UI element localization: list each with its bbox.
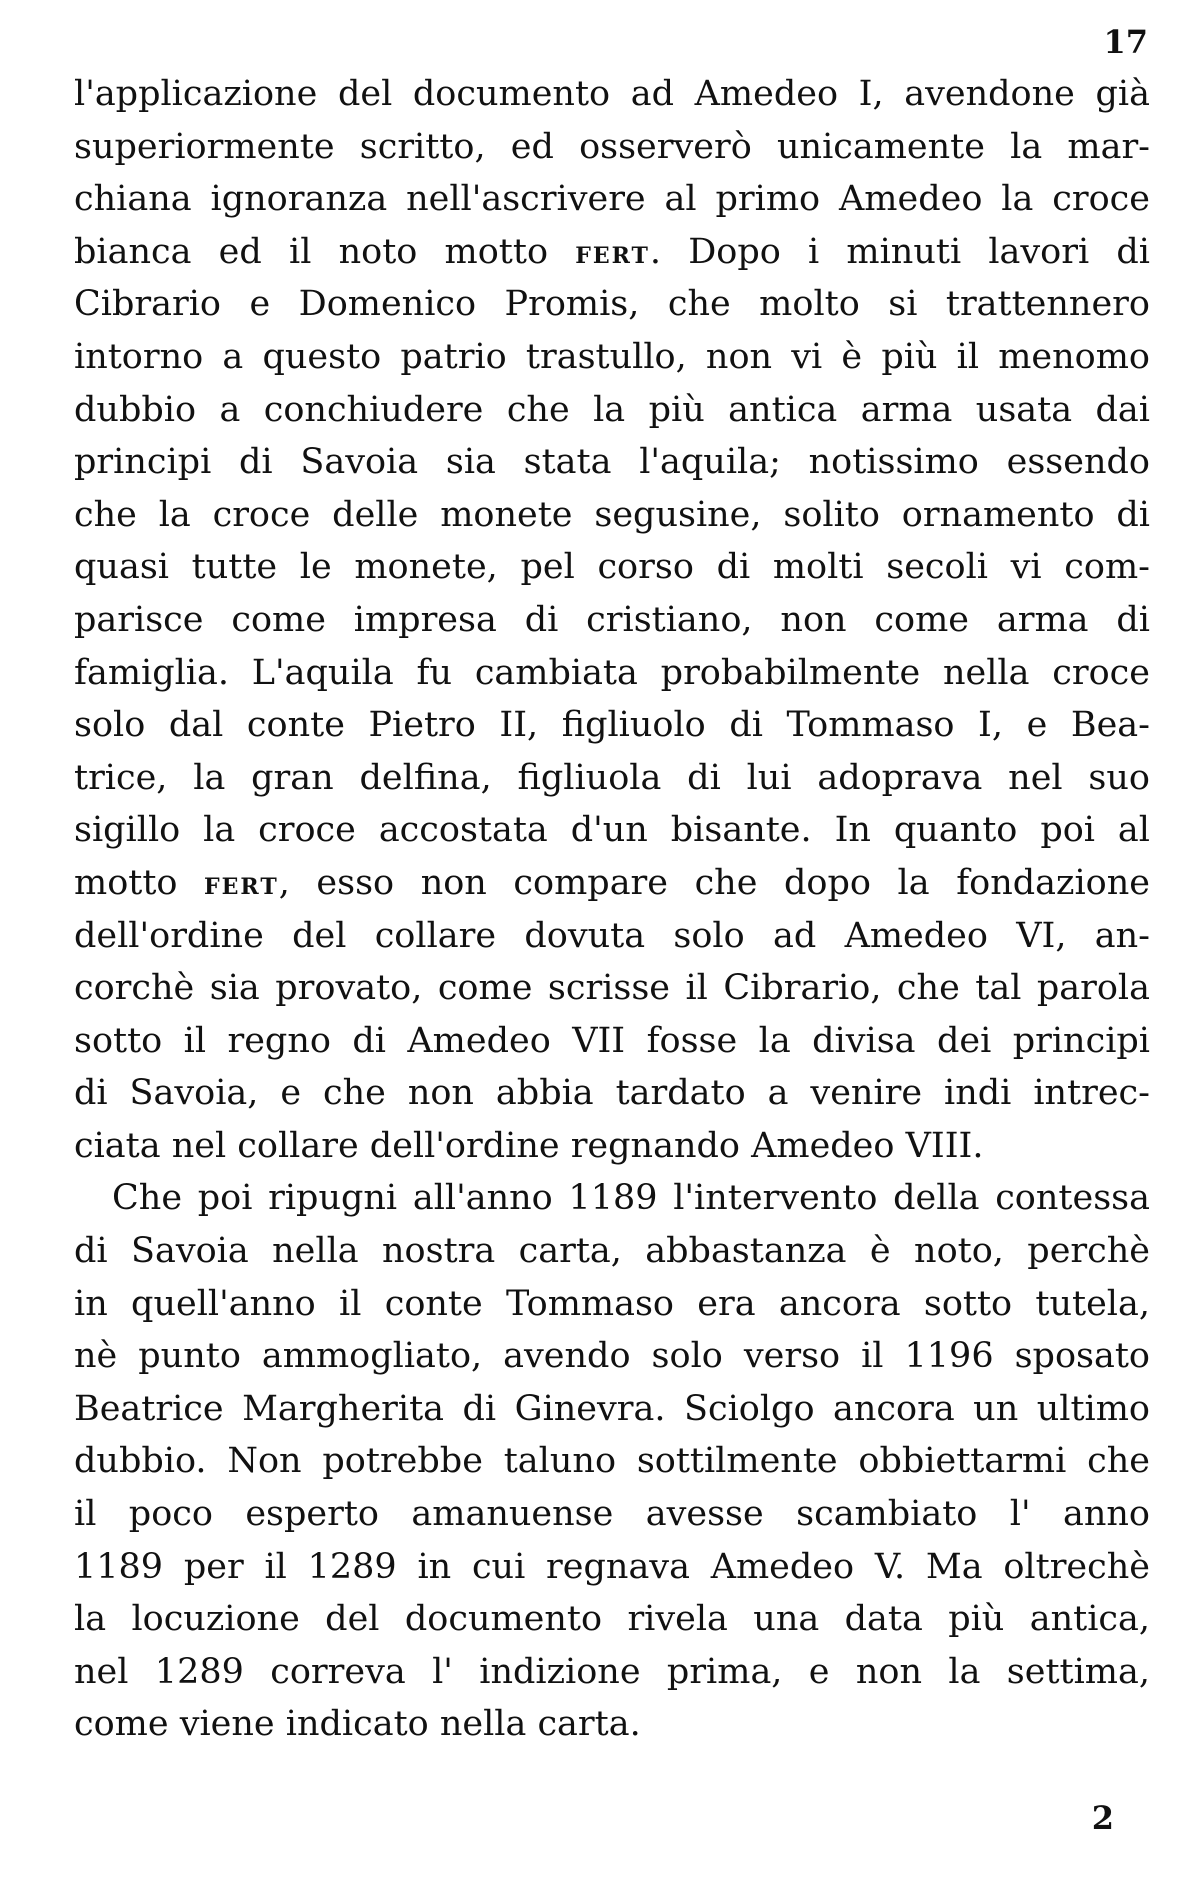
paragraph: [74, 68, 1150, 1172]
text-line: Che poi ripugni all'anno 1189 l'intervento della contessa: [112, 1178, 1150, 1219]
text-line: sotto il regno di Amedeo VII fosse la divisa dei principi: [74, 1020, 1150, 1061]
text-line: nel 1289 correva l' indizione prima, e non la settima,: [74, 1651, 1150, 1692]
text-line: bianca ed il noto motto FERT. Dopo i minuti lavori di: [74, 231, 1150, 272]
text-line: Beatrice Margherita di Ginevra. Sciolgo ancora un ultimo: [74, 1388, 1150, 1429]
body-text: [74, 68, 1150, 1751]
text-line: intorno a questo patrio trastullo, non vi è più il menomo: [74, 336, 1150, 377]
text-line: famiglia. L'aquila fu cambiata probabilmente nella croce: [74, 652, 1150, 693]
text-line: ciata nel collare dell'ordine regnando Amedeo VIII.: [74, 1125, 984, 1166]
signature-mark: 2: [1091, 1799, 1114, 1837]
text-line: di Savoia nella nostra carta, abbastanza è noto, perchè: [74, 1231, 1150, 1272]
text-line: sigillo la croce accostata d'un bisante. In quanto poi al: [74, 810, 1150, 851]
text-line: superiormente scritto, ed osserverò unicamente la mar-: [74, 126, 1150, 167]
text-line: corchè sia provato, come scrisse il Cibrario, che tal parola: [74, 968, 1150, 1009]
text-line: dubbio. Non potrebbe taluno sottilmente obbiettarmi che: [74, 1441, 1150, 1482]
text-line: la locuzione del documento rivela una data più antica,: [74, 1599, 1150, 1640]
text-line: in quell'anno il conte Tommaso era ancora sotto tutela,: [74, 1283, 1150, 1324]
text-line: Cibrario e Domenico Promis, che molto si trattennero: [74, 284, 1150, 325]
paragraph: [74, 1172, 1150, 1751]
text-line: 1189 per il 1289 in cui regnava Amedeo V. Ma oltrechè: [74, 1546, 1150, 1587]
text-line: di Savoia, e che non abbia tardato a venire indi intrec-: [74, 1073, 1150, 1114]
text-line: il poco esperto amanuense avesse scambiato l' anno: [74, 1494, 1150, 1535]
small-caps-motto: FERT: [575, 242, 650, 269]
text-line: quasi tutte le monete, pel corso di molti secoli vi com-: [74, 547, 1150, 588]
text-line: motto FERT, esso non compare che dopo la fondazione: [74, 862, 1150, 903]
text-line: trice, la gran delfina, figliuola di lui adoprava nel suo: [74, 757, 1150, 798]
text-line: chiana ignoranza nell'ascrivere al primo Amedeo la croce: [74, 179, 1150, 220]
text-line: che la croce delle monete segusine, solito ornamento di: [74, 494, 1150, 535]
text-line: dell'ordine del collare dovuta solo ad Amedeo VI, an-: [74, 915, 1150, 956]
text-line: solo dal conte Pietro II, figliuolo di Tommaso I, e Bea-: [74, 705, 1150, 746]
text-line: come viene indicato nella carta.: [74, 1704, 641, 1745]
text-line: nè punto ammogliato, avendo solo verso il 1196 sposato: [74, 1336, 1150, 1377]
text-line: l'applicazione del documento ad Amedeo I, avendone già: [74, 74, 1150, 114]
text-line: parisce come impresa di cristiano, non come arma di: [74, 599, 1150, 640]
small-caps-motto: FERT: [204, 873, 279, 900]
text-line: dubbio a conchiudere che la più antica arma usata dai: [74, 389, 1150, 430]
page-number: 17: [1103, 23, 1148, 61]
text-line: principi di Savoia sia stata l'aquila; notissimo essendo: [74, 442, 1150, 483]
